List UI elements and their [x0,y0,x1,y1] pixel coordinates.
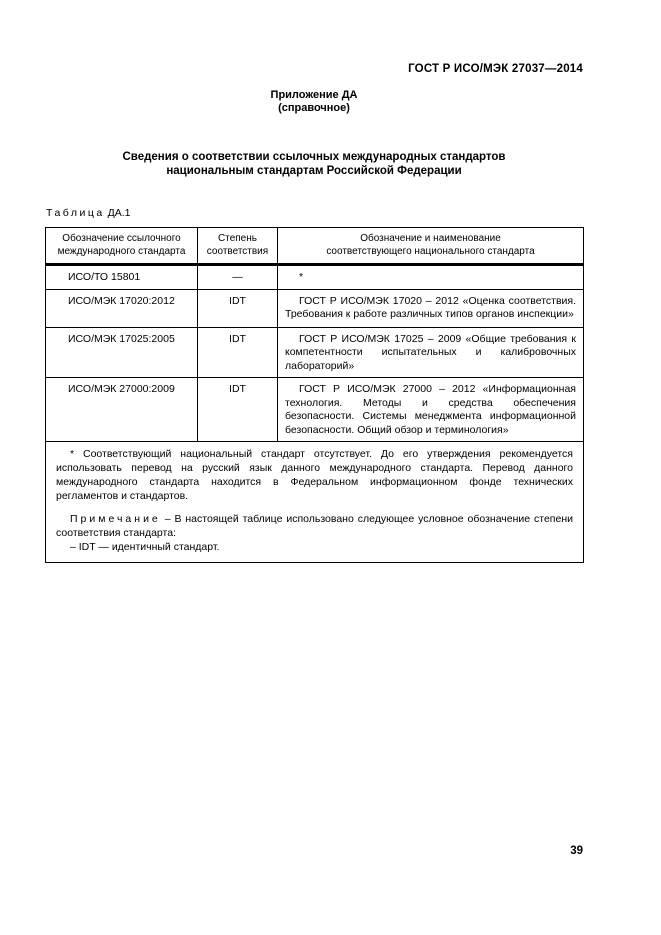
table-row [46,378,584,442]
degree-cell: — [198,265,278,290]
header-cell-degree: Степень соответствия [198,228,278,265]
header-cell-national-standard: Обозначение и наименование соответствующего национального стандарта [278,228,584,265]
annex-title: Приложение ДА [270,89,358,101]
degree-cell: IDT [198,378,278,442]
table-caption [46,207,130,219]
note-text: – В настоящей таблице использовано следующее условное обозначение степени соответствия стандарта: [56,513,573,539]
national-standard-cell: * [278,265,584,290]
note-item-idt: – IDT — идентичный стандарт. [70,541,220,553]
national-standard-cell: ГОСТ Р ИСО/МЭК 27000 – 2012 «Информационная технология. Методы и средства обеспечения безопасности. Системы менеджмента информационной безопасности. Общий обзор и терминология» [278,378,584,442]
doc-header: ГОСТ Р ИСО/МЭК 27037—2014 [408,63,583,75]
table-row [46,289,584,327]
degree-cell: IDT [198,327,278,378]
annex-subtitle: (справочное) [278,102,350,114]
degree-cell: IDT [198,289,278,327]
standards-correspondence-table [45,227,584,563]
note-paragraph [56,512,573,540]
annex-heading [45,89,583,115]
table-header-row [46,228,584,265]
table-caption-word: Таблица [46,207,105,219]
table-footnote-row [46,442,584,563]
footnote-cell [46,442,584,563]
section-title [45,150,583,178]
ref-standard-cell: ИСО/ТО 15801 [46,265,198,290]
table-row [46,265,584,290]
footnote-text: * Соответствующий национальный стандарт отсутствует. До его утверждения рекомендуется использовать перевод на русский язык данного международного стандарта. Перевод данного международного стандарта находится в Федеральном информационном фонде технических регламентов и стандартов. [56,448,573,502]
header-cell-reference-standard: Обозначение ссылочного международного стандарта [46,228,198,265]
ref-standard-cell: ИСО/МЭК 17025:2005 [46,327,198,378]
ref-standard-cell: ИСО/МЭК 17020:2012 [46,289,198,327]
section-title-line2: национальным стандартам Российской Федерации [166,165,462,177]
ref-standard-cell: ИСО/МЭК 27000:2009 [46,378,198,442]
table-row [46,327,584,378]
note-label: Примечание [70,513,161,525]
section-title-line1: Сведения о соответствии ссылочных международных стандартов [122,151,506,163]
national-standard-cell: ГОСТ Р ИСО/МЭК 17020 – 2012 «Оценка соответствия. Требования к работе различных типов органов инспекции» [278,289,584,327]
page-number: 39 [570,845,583,857]
table-caption-number: ДА.1 [107,207,131,219]
national-standard-cell: ГОСТ Р ИСО/МЭК 17025 – 2009 «Общие требования к компетентности испытательных и калибровочных лабораторий» [278,327,584,378]
